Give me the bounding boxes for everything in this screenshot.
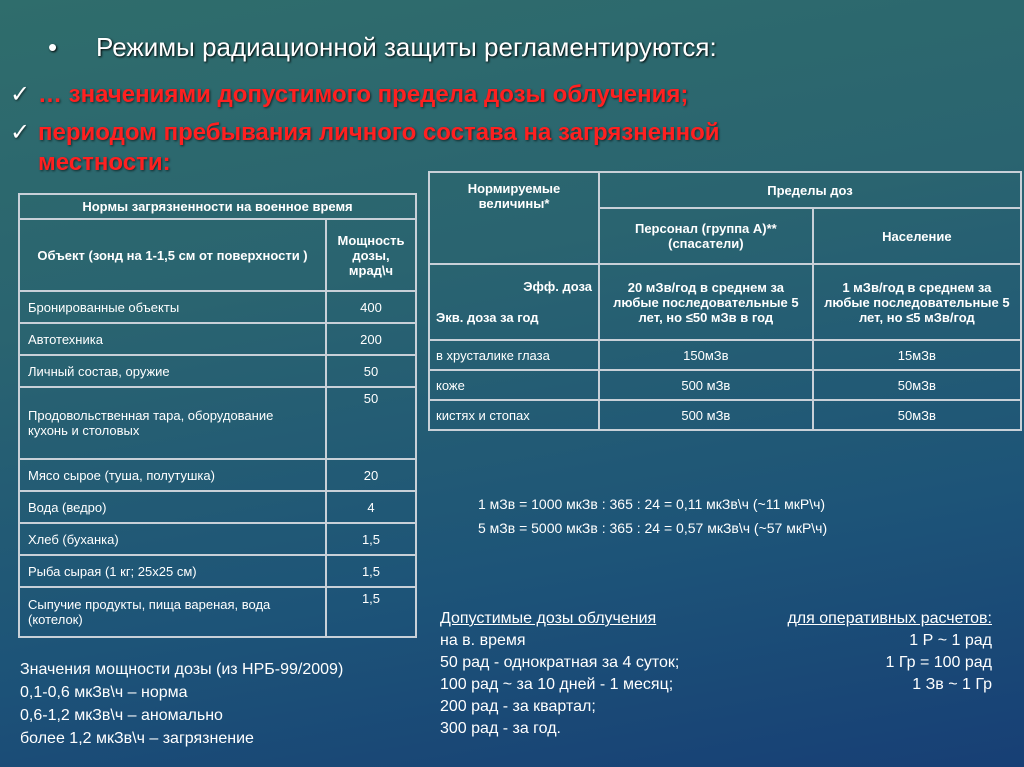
cell-value: 400 [326,291,416,323]
power-values-title: Значения мощности дозы (из НРБ-99/2009) [20,661,344,678]
check-item-text: периодом пребывания личного состава на загрязненной [38,119,720,146]
heading-text: Режимы радиационной защиты регламентируются: [96,32,717,62]
table-row [429,370,1021,400]
allowed-doses-row [440,652,992,674]
column-header-power: Мощность дозы, мрад\ч [326,219,416,291]
cell-population: 50мЗв [813,370,1021,400]
power-values-line: 0,6-1,2 мкЗв\ч – аномально [20,707,223,724]
table-row [429,340,1021,370]
cell-value: 50 [326,387,416,459]
cell-population: 50мЗв [813,400,1021,430]
cell-personnel: 500 мЗв [599,400,813,430]
cell-object: Сыпучие продукты, пища вареная, вода (котелок) [19,587,326,637]
eq-dose-label: Экв. доза за год [436,310,539,325]
allowed-dose-left: на в. время [440,632,526,649]
allowed-doses-title-row [440,608,992,630]
cell-object: Продовольственная тара, оборудование кухонь и столовых [19,387,326,459]
cell-value: 1,5 [326,587,416,637]
cell-population: 15мЗв [813,340,1021,370]
allowed-dose-right: 1 Гр = 100 рад [885,654,992,671]
eff-dose-label: Эфф. доза [523,279,592,294]
table-row [19,355,416,387]
column-header-personnel: Персонал (группа А)** (спасатели) [599,208,813,264]
cell-object: Автотехника [19,323,326,355]
power-values-line: 0,1-0,6 мкЗв\ч – норма [20,684,188,701]
allowed-dose-left: 300 рад - за год. [440,720,561,737]
power-values-line: более 1,2 мкЗв\ч – загрязнение [20,730,254,747]
cell-organ: коже [429,370,599,400]
column-header-limits: Пределы доз [599,172,1021,208]
table-row [19,523,416,555]
table-title: Нормы загрязненности на военное время [19,194,416,219]
allowed-dose-left: 100 рад ~ за 10 дней - 1 месяц; [440,676,674,693]
table-header-row [429,172,1021,208]
allowed-doses-row [440,718,992,740]
power-values-block [20,658,343,750]
checkmark-icon: ✓ [10,119,31,146]
allowed-dose-right: 1 Зв ~ 1 Гр [912,676,992,693]
column-header-object: Объект (зонд на 1-1,5 см от поверхности ) [19,219,326,291]
cell-personnel: 150мЗв [599,340,813,370]
cell-personnel-limit: 20 мЗв/год в среднем за любые последовательные 5 лет, но ≤50 мЗв в год [599,264,813,340]
table-row [429,400,1021,430]
allowed-doses-row [440,630,992,652]
table-row [429,264,1021,340]
cell-organ: в хрусталике глаза [429,340,599,370]
table-row [19,291,416,323]
table-row [19,323,416,355]
cell-value: 200 [326,323,416,355]
table-row [19,491,416,523]
allowed-doses-title: Допустимые дозы облучения [440,610,657,627]
table-row [19,459,416,491]
cell-value: 1,5 [326,555,416,587]
bullet: • [48,32,58,62]
cell-value: 20 [326,459,416,491]
checkmark-icon: ✓ [10,81,31,108]
cell-object: Рыба сырая (1 кг; 25х25 см) [19,555,326,587]
dose-limits-table [428,171,1022,431]
cell-object: Мясо сырое (туша, полутушка) [19,459,326,491]
table-header-row [19,219,416,291]
cell-object: Вода (ведро) [19,491,326,523]
cell-dose-type [429,264,599,340]
allowed-dose-left: 200 рад - за квартал; [440,698,596,715]
table-row [19,587,416,637]
cell-object: Личный состав, оружие [19,355,326,387]
cell-object: Хлеб (буханка) [19,523,326,555]
column-header-quantities: Нормируемые величины* [429,172,599,264]
cell-object: Бронированные объекты [19,291,326,323]
check-item-text-cont: местности: [38,149,171,176]
table-title-row [19,194,416,219]
allowed-doses-row [440,696,992,718]
check-item-text: … значениями допустимого предела дозы облучения; [38,81,689,108]
allowed-doses-row [440,674,992,696]
conversion-formula-1: 1 мЗв = 1000 мкЗв : 365 : 24 = 0,11 мкЗв\ч (~11 мкР\ч) [478,496,826,512]
check-item-dose-limit [10,80,688,110]
table-row [19,555,416,587]
slide-heading [48,32,717,63]
table-row [19,387,416,459]
quick-calc-title: для оперативных расчетов: [787,610,992,627]
allowed-dose-right: 1 Р ~ 1 рад [909,632,992,649]
cell-value: 4 [326,491,416,523]
cell-organ: кистях и стопах [429,400,599,430]
cell-personnel: 500 мЗв [599,370,813,400]
contamination-norms-table [18,193,417,638]
allowed-doses-block [440,608,992,740]
column-header-population: Население [813,208,1021,264]
check-item-period [10,118,890,178]
cell-value: 50 [326,355,416,387]
conversion-formula-2: 5 мЗв = 5000 мкЗв : 365 : 24 = 0,57 мкЗв\ч (~57 мкР\ч) [478,520,828,536]
allowed-dose-left: 50 рад - однократная за 4 суток; [440,654,680,671]
cell-value: 1,5 [326,523,416,555]
cell-population-limit: 1 мЗв/год в среднем за любые последовательные 5 лет, но ≤5 мЗв/год [813,264,1021,340]
